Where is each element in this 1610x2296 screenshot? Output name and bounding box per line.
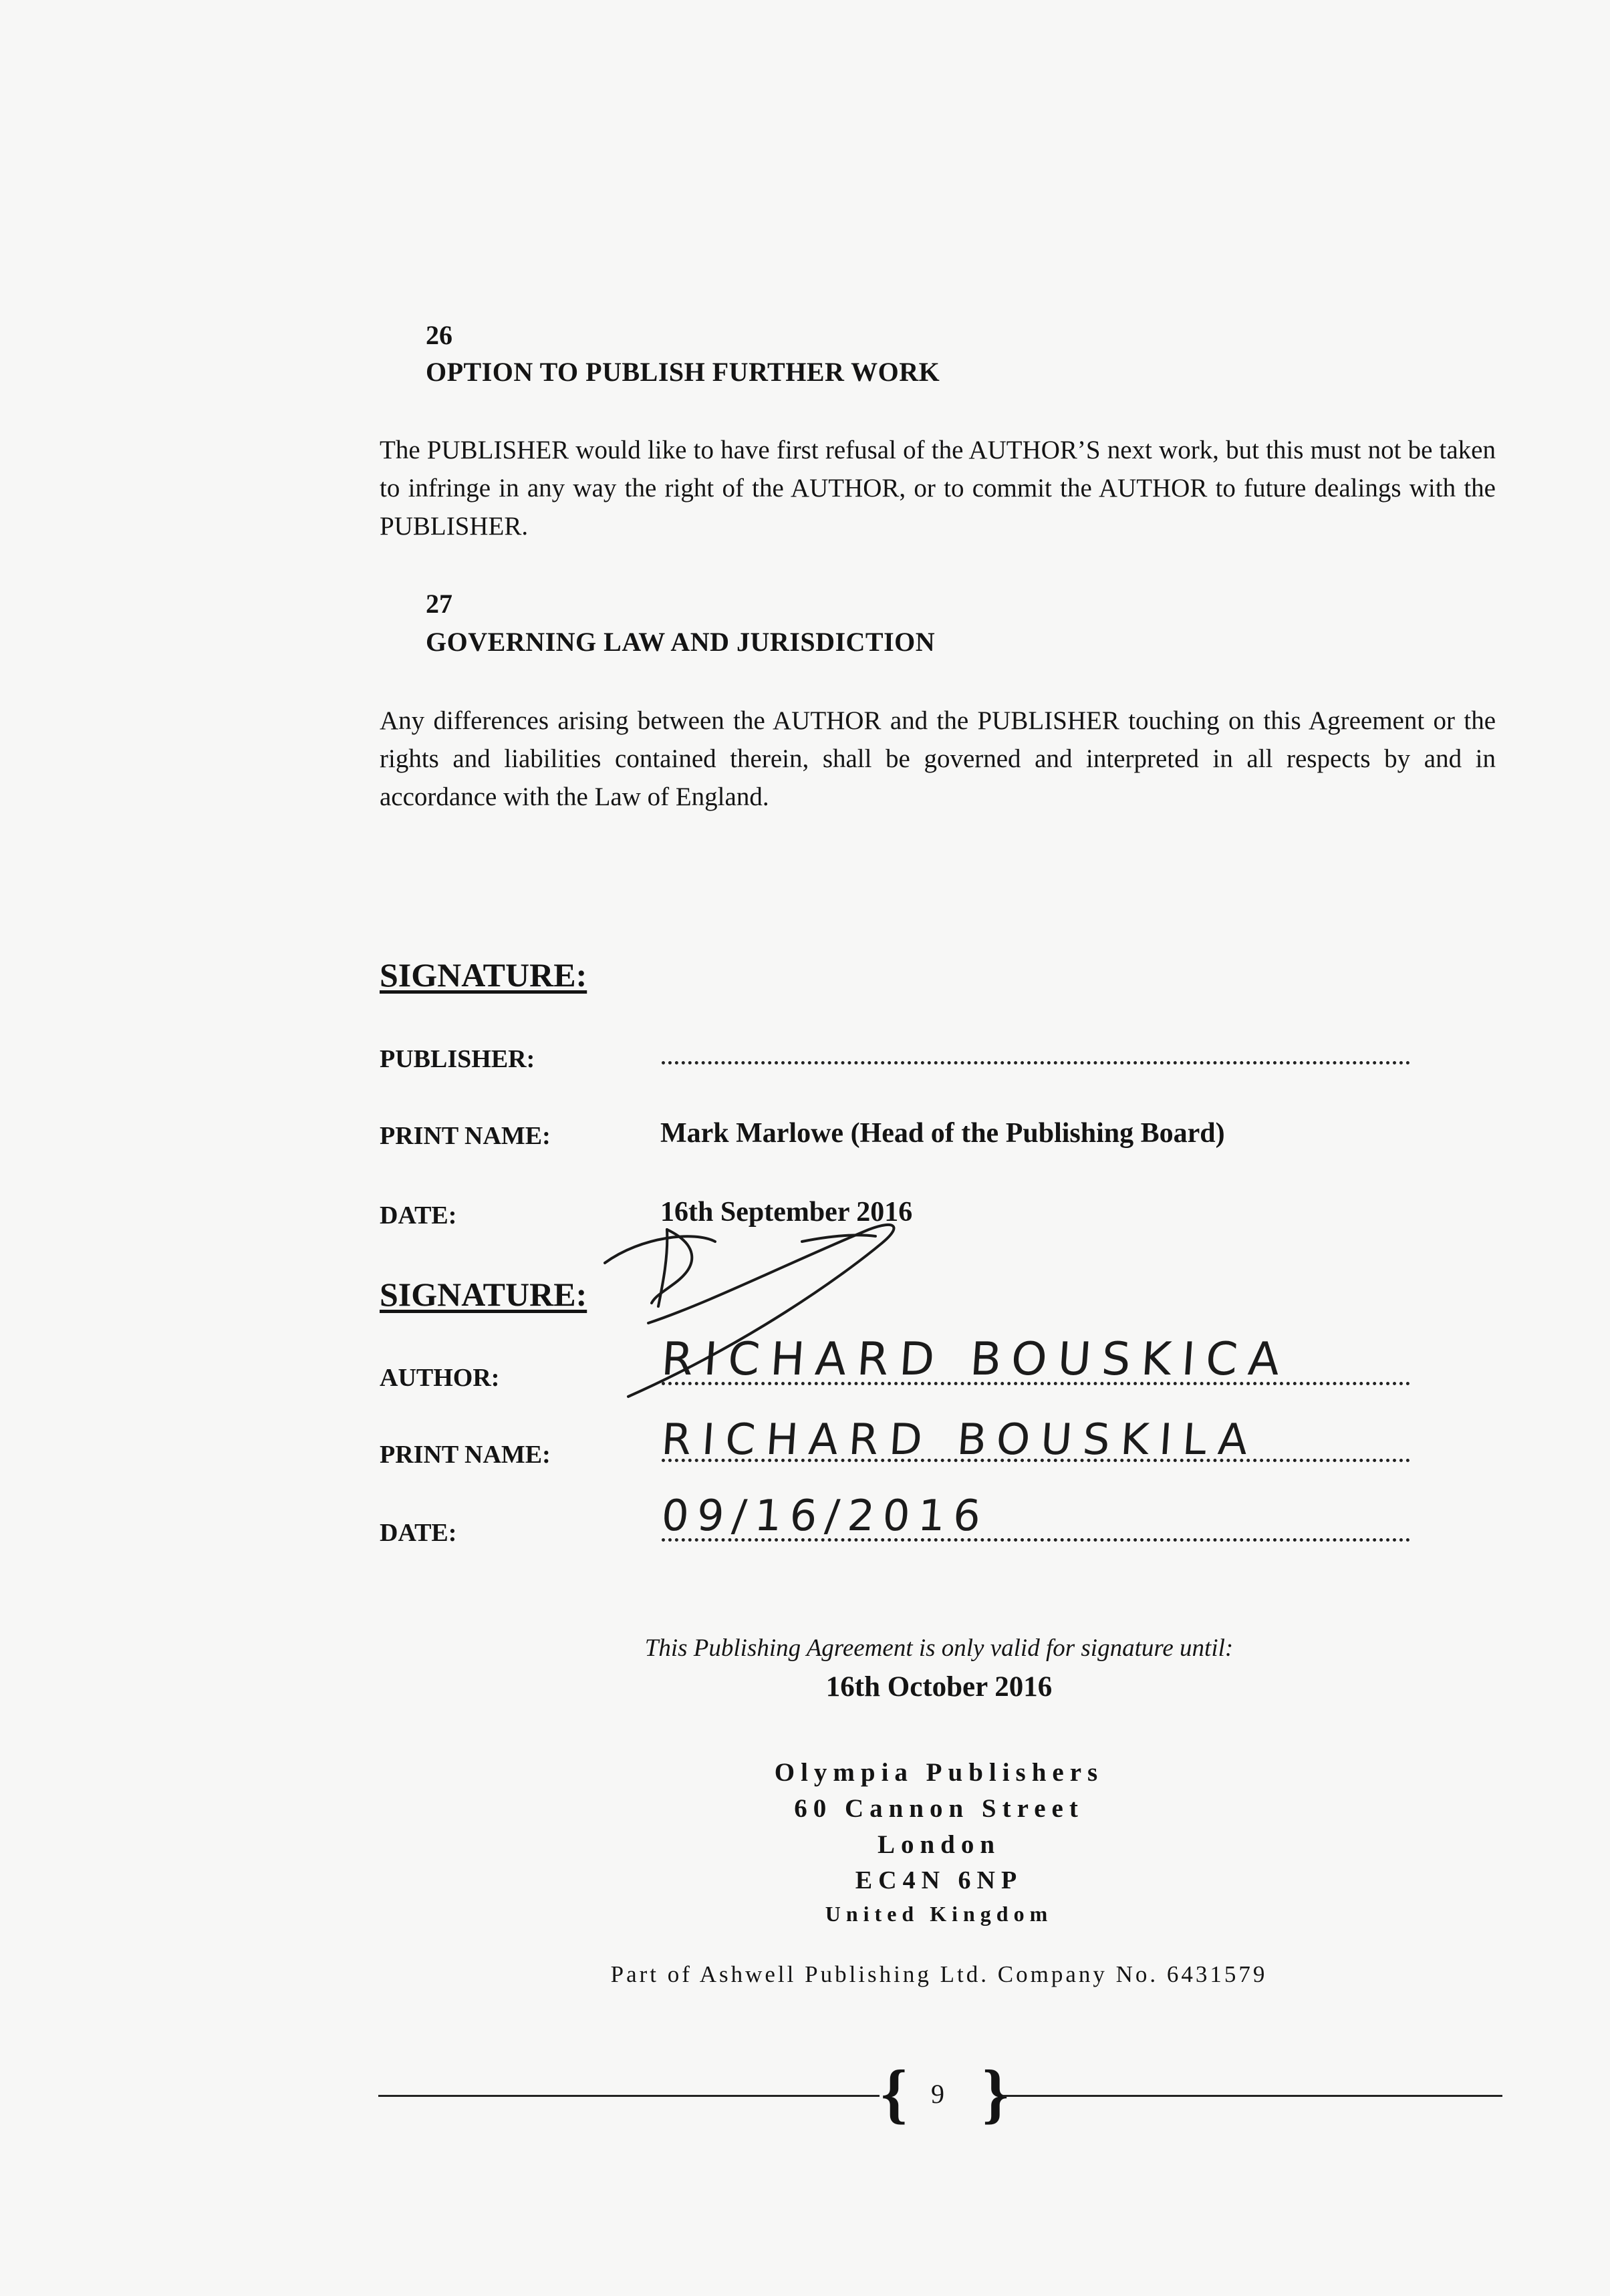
author-label: AUTHOR: <box>380 1364 500 1392</box>
validity-date: 16th October 2016 <box>825 1671 1053 1703</box>
validity-note: This Publishing Agreement is only valid for signature until: <box>644 1634 1234 1662</box>
right-brace-ornament: } <box>982 2056 1009 2130</box>
left-brace-ornament: { <box>881 2056 908 2130</box>
publisher-date-value: 16th September 2016 <box>660 1197 913 1228</box>
publisher-date-label: DATE: <box>380 1201 457 1230</box>
author-date-handwritten: 09/16/2016 <box>660 1491 990 1541</box>
address-company: Olympia Publishers <box>774 1758 1104 1787</box>
author-date-label: DATE: <box>380 1519 457 1547</box>
address-street: 60 Cannon Street <box>794 1794 1084 1823</box>
publisher-signature-heading: SIGNATURE: <box>380 956 587 994</box>
publisher-signature-line <box>662 1061 1410 1064</box>
author-print-name-handwritten: RICHARD BOUSKILA <box>660 1415 1260 1465</box>
author-signature-heading: SIGNATURE: <box>380 1276 587 1313</box>
footer-rule-right <box>1002 2095 1502 2097</box>
footer-company-line: Part of Ashwell Publishing Ltd. Company No. 6431579 <box>610 1961 1268 1987</box>
section-26-text: The PUBLISHER would like to have first refusal of the AUTHOR’S next work, but this must not be taken to infringe in any way the right of the AUTHOR, or to commit the AUTHOR to future dealings with the PUBLISHER. <box>380 436 1496 541</box>
author-print-name-label: PRINT NAME: <box>380 1441 551 1469</box>
publisher-print-name-value: Mark Marlowe (Head of the Publishing Board) <box>660 1118 1225 1149</box>
section-27-number: 27 <box>426 589 452 619</box>
publisher-print-name-label: PRINT NAME: <box>380 1122 551 1150</box>
publisher-label: PUBLISHER: <box>380 1045 535 1073</box>
section-26-number: 26 <box>426 320 452 350</box>
section-27-heading: GOVERNING LAW AND JURISDICTION <box>426 627 936 657</box>
address-country: United Kingdom <box>825 1902 1053 1926</box>
address-city: London <box>877 1830 1001 1859</box>
section-26-heading: OPTION TO PUBLISH FURTHER WORK <box>426 357 940 387</box>
author-handwritten-signature: RICHARD BOUSKICA <box>660 1333 1292 1386</box>
section-27-text: Any differences arising between the AUTHOR and the PUBLISHER touching on this Agreement or the rights and liabilities contained therein, shall be governed and interpreted in all respects by and in accordance with the Law of England. <box>380 706 1496 811</box>
address-postcode: EC4N 6NP <box>855 1866 1023 1894</box>
page-number: 9 <box>931 2079 944 2109</box>
footer-rule-left <box>378 2095 880 2097</box>
